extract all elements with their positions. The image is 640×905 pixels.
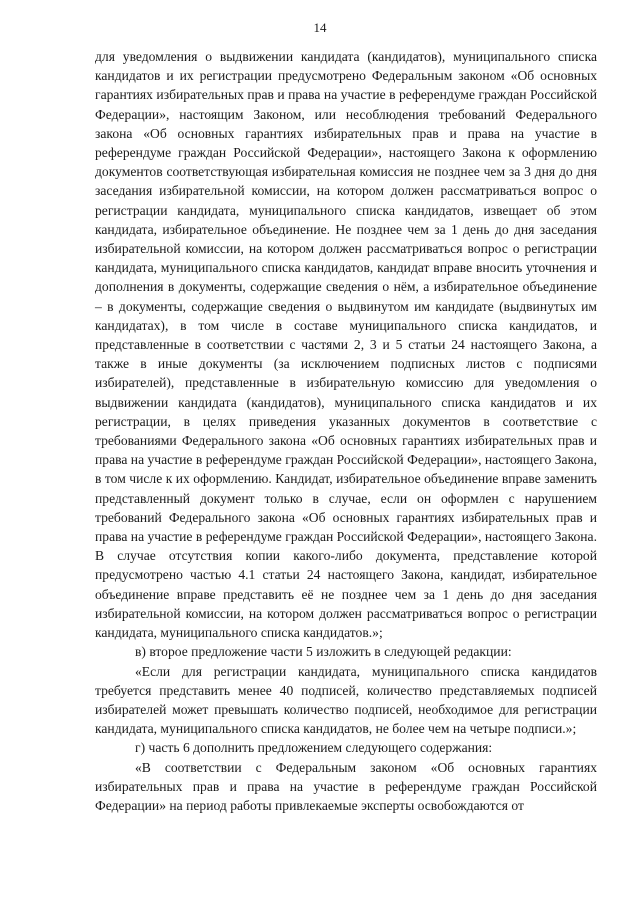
page-number: 14 [313, 20, 327, 35]
paragraph-amendment-v-text: «Если для регистрации кандидата, муниципального списка кандидатов требуется представить менее 40 подписей, количество представляемых подписей избирателей может превышать количество подписей, необходимое для регистрации кандидата, муниципального списка кандидатов, не более чем на четыре подписи.»; [95, 663, 597, 737]
paragraph-amendment-g: г) часть 6 дополнить предложением следующего содержания: [135, 740, 493, 756]
document-body [95, 47, 597, 815]
paragraph-amendment-v: в) второе предложение части 5 изложить в следующей редакции: [135, 644, 512, 660]
paragraph-continuation: для уведомления о выдвижении кандидата (кандидатов), муниципального списка кандидатов и их регистрации предусмотрено Федеральным законом «Об основных гарантиях избирательных прав и права на участие в референдуме граждан Российской Федерации», настоящим Законом, или несоблюдения требований Федерального закона «Об основных гарантиях избирательных прав и права на участие в референдуме граждан Российской Федерации», настоящего Закона к оформлению документов соответствующая избирательная комиссия не позднее чем за 3 дня до дня заседания избирательной комиссии, на котором должен рассматриваться вопрос о регистрации кандидата, муниципального списка кандидатов, извещает об этом кандидата, избирательное объединение. Не позднее чем за 1 день до дня заседания избирательной комиссии, на котором должен рассматриваться вопрос о регистрации кандидата, муниципального списка кандидатов, кандидат вправе вносить уточнения и дополнения в документы, содержащие сведения о нём, а избирательное объединение – в документы, содержащие сведения о выдвинутом им кандидате (выдвинутых им кандидатах), в том числе в составе муниципального списка кандидатов, и представленные в соответствии с частями 2, 3 и 5 статьи 24 настоящего Закона, а также в иные документы (за исключением подписных листов с подписями избирателей), представленные в избирательную комиссию для уведомления о выдвижении кандидата (кандидатов), муниципального списка кандидатов и их регистрации, в целях приведения указанных документов в соответствие с требованиями Федерального закона «Об основных гарантиях избирательных прав и права на участие в референдуме граждан Российской Федерации», настоящего Закона, в том числе к их оформлению. Кандидат, избирательное объединение вправе заменить представленный документ только в случае, если он оформлен с нарушением требований Федерального закона «Об основных гарантиях избирательных прав и права на участие в референдуме граждан Российской Федерации», настоящего Закона. В случае отсутствия копии какого-либо документа, представление которой предусмотрено частью 4.1 статьи 24 настоящего Закона, кандидат, избирательное объединение вправе представить её не позднее чем за 1 день до дня заседания избирательной комиссии, на котором должен рассматриваться вопрос о регистрации кандидата, муниципального списка кандидатов.»; [95, 49, 597, 641]
paragraph-amendment-g-text: «В соответствии с Федеральным законом «Об основных гарантиях избирательных прав и права на участие в референдуме граждан Российской Федерации» на период работы привлекаемые эксперты освобождаются от [95, 759, 597, 813]
